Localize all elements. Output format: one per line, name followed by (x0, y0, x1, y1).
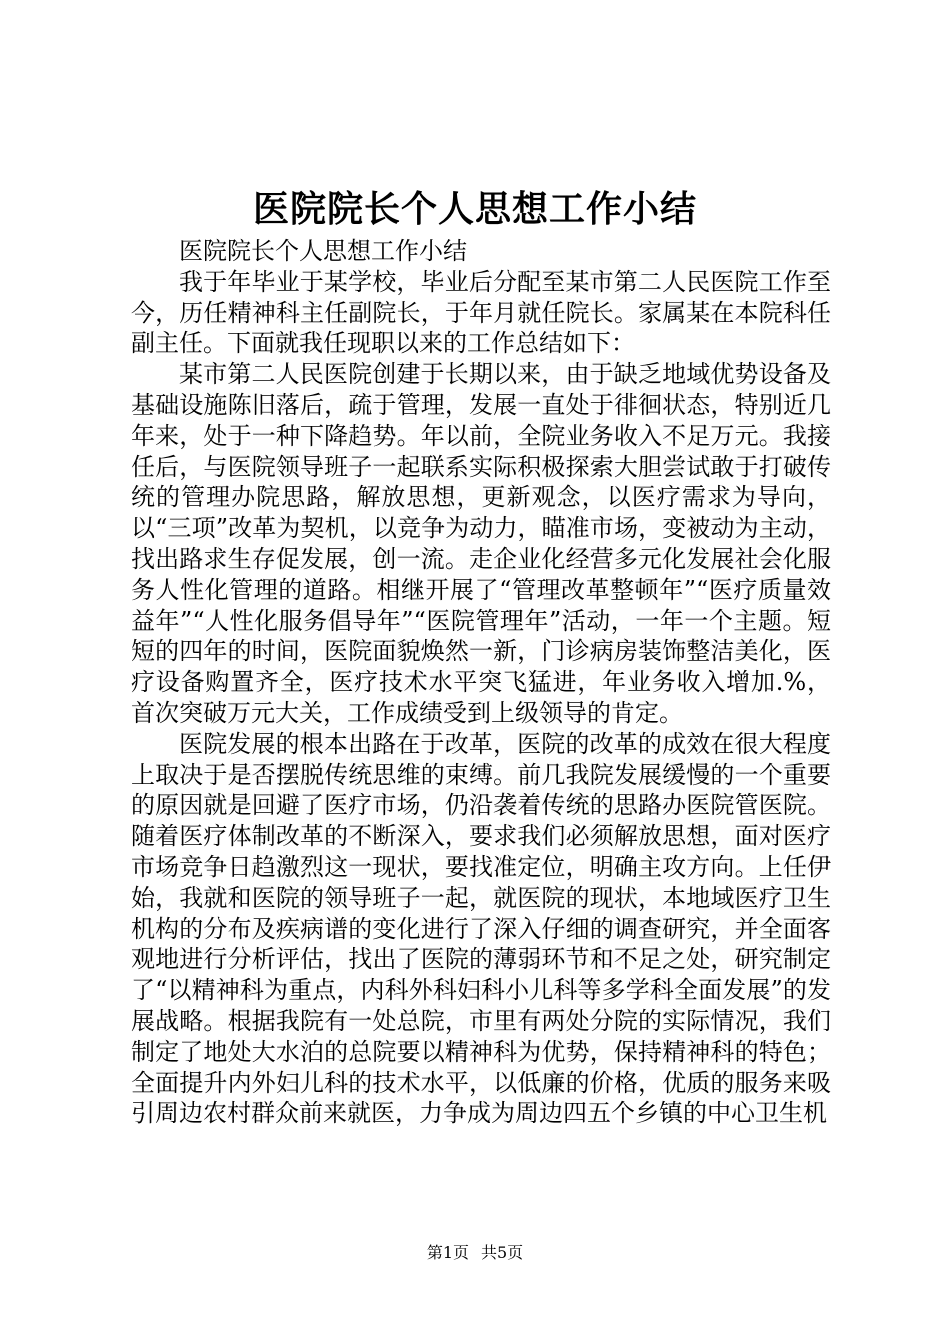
paragraph: 我于年毕业于某学校，毕业后分配至某市第二人民医院工作至今，历任精神科主任副院长，于年月就任院长。家属某在本院科任副主任。下面就我任现职以来的工作总结如下： (131, 267, 831, 358)
page-number: 第1页 (426, 1243, 469, 1262)
paragraph-subtitle: 医院院长个人思想工作小结 (179, 237, 467, 265)
page-total: 共5页 (481, 1243, 524, 1262)
paragraph: 某市第二人民医院创建于长期以来，由于缺乏地域优势设备及基础设施陈旧落后，疏于管理，发展一直处于徘徊状态，特别近几年来，处于一种下降趋势。年以前，全院业务收入不足万元。我接任后，与医院领导班子一起联系实际积极探索大胆尝试敢于打破传统的管理办院思路，解放思想，更新观念，以医疗需求为导向，以“三项”改革为契机，以竞争为动力，瞄准市场，变被动为主动，找出路求生存促发展，创一流。走企业化经营多元化发展社会化服务人性化管理的道路。相继开展了“管理改革整顿年”“医疗质量效益年”“人性化服务倡导年”“医院管理年”活动，一年一个主题。短短的四年的时间，医院面貌焕然一新，门诊病房装饰整洁美化，医疗设备购置齐全，医疗技术水平突飞猛进，年业务收入增加.%，首次突破万元大关，工作成绩受到上级领导的肯定。 (131, 360, 831, 727)
paragraph: 医院发展的根本出路在于改革，医院的改革的成效在很大程度上取决于是否摆脱传统思维的束缚。前几我院发展缓慢的一个重要的原因就是回避了医疗市场，仍沿袭着传统的思路办医院管医院。随着医疗体制改革的不断深入，要求我们必须解放思想，面对医疗市场竞争日趋激烈这一现状，要找准定位，明确主攻方向。上任伊始，我就和医院的领导班子一起，就医院的现状，本地域医疗卫生机构的分布及疾病谱的变化进行了深入仔细的调查研究，并全面客观地进行分析评估，找出了医院的薄弱环节和不足之处，研究制定了“以精神科为重点，内科外科妇科小儿科等多学科全面发展”的发展战略。根据我院有一处总院，市里有两处分院的实际情况，我们制定了地处大水泊的总院要以精神科为优势，保持精神科的特色；全面提升内外妇儿科的技术水平，以低廉的价格，优质的服务来吸引周边农村群众前来就医，力争成为周边四五个乡镇的中心卫生机 (131, 729, 831, 1128)
document-body (131, 236, 831, 1129)
page-footer (0, 1242, 950, 1264)
document-title: 医院院长个人思想工作小结 (252, 189, 697, 230)
